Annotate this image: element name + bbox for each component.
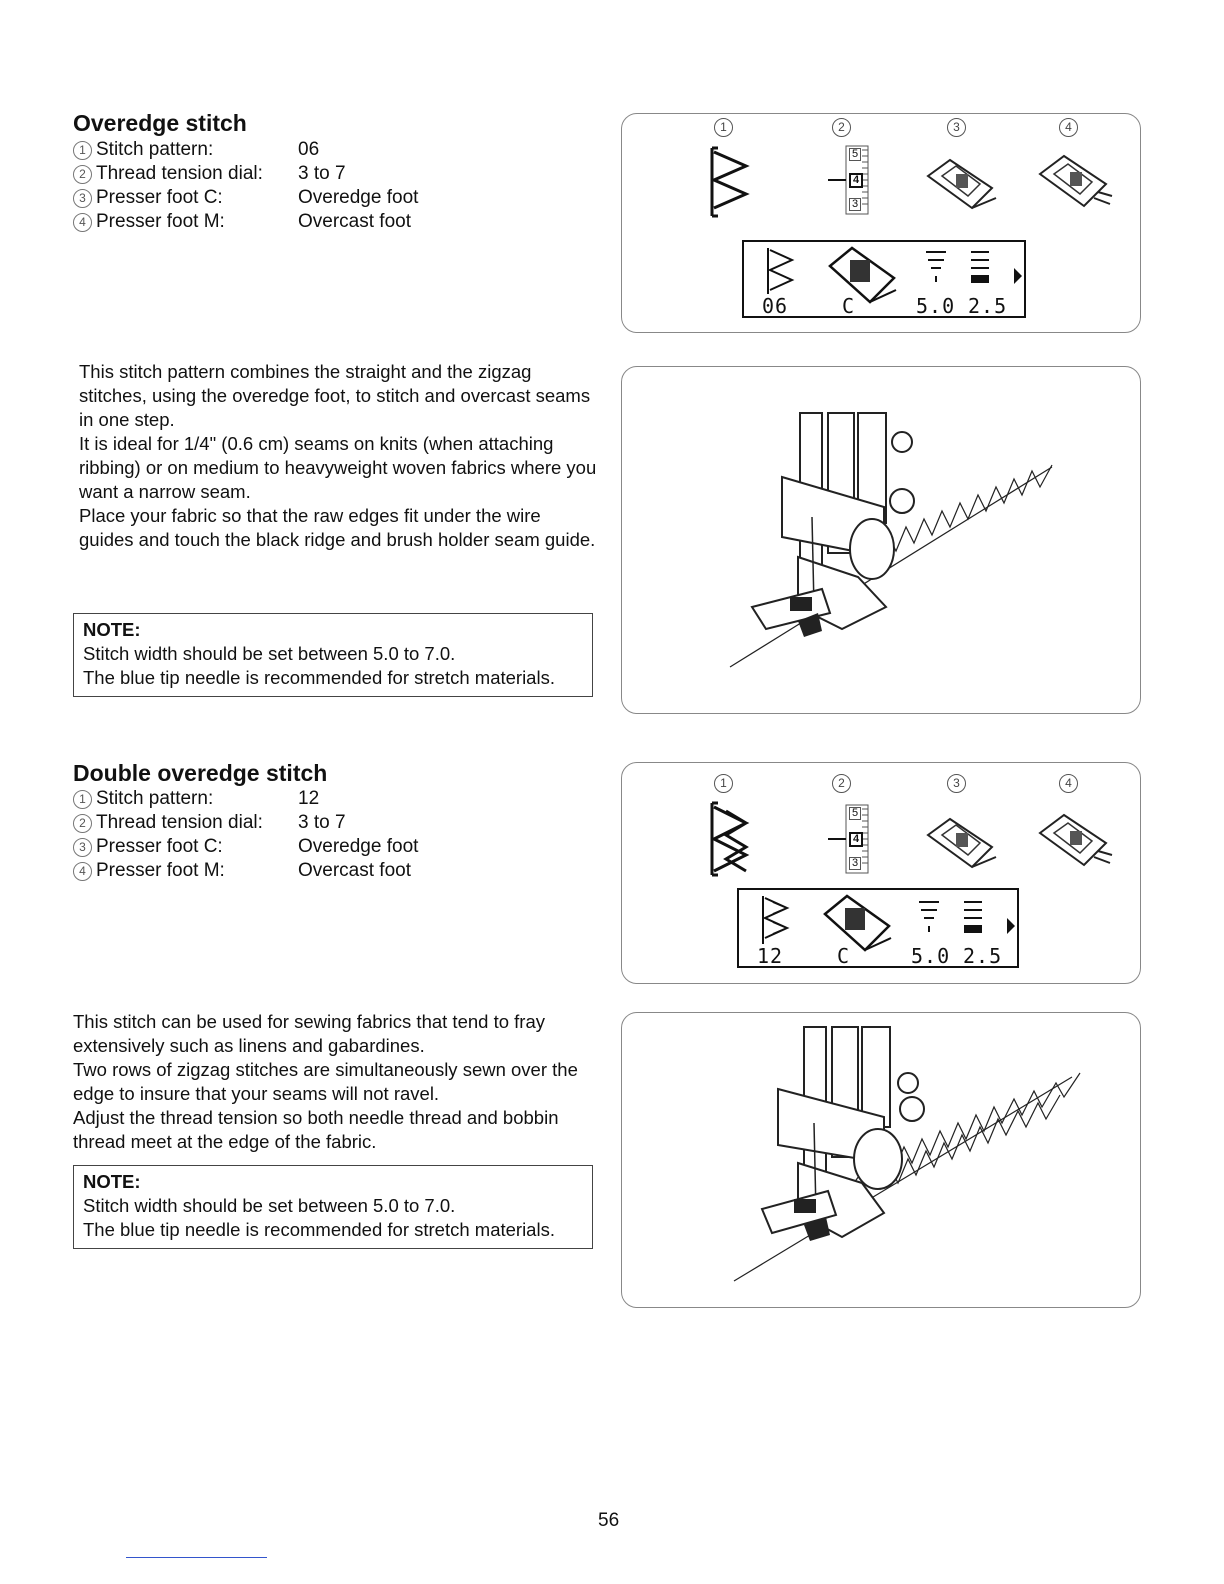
spec-label: Presser foot M: [96, 211, 225, 232]
lcd-length-value: 2.5 [968, 294, 1008, 318]
lcd-length-icon [968, 248, 992, 290]
callout-number: 3 [947, 118, 966, 137]
spec-value: 12 [298, 788, 320, 809]
spec-label: Thread tension dial: [96, 163, 263, 184]
spec-row [73, 835, 418, 859]
callout-number: 4 [73, 213, 92, 232]
lcd-arrow-icon [1005, 916, 1017, 936]
dial-number: 4 [849, 832, 863, 847]
note-line: The blue tip needle is recommended for stretch materials. [83, 667, 555, 688]
note-line: The blue tip needle is recommended for stretch materials. [83, 1219, 555, 1240]
settings-panel [621, 113, 1141, 333]
spec-value: 3 to 7 [298, 812, 346, 833]
lcd-pattern-number: 12 [757, 944, 784, 968]
callout-number: 4 [1059, 774, 1078, 793]
lcd-length-icon [961, 898, 985, 940]
lcd-pattern-number: 06 [762, 294, 789, 318]
spec-value: 3 to 7 [298, 163, 346, 184]
overcast-foot-icon [1034, 152, 1114, 214]
stitch-pattern-icon [706, 146, 756, 218]
description [79, 360, 599, 552]
lcd-foot-icon [824, 244, 900, 310]
dial-number: 3 [849, 857, 861, 870]
callout-number: 4 [73, 862, 92, 881]
footer-rule [126, 1557, 267, 1558]
spec-label: Presser foot M: [96, 860, 225, 881]
spec-value: 06 [298, 139, 320, 160]
lcd-stitch-icon [759, 894, 795, 946]
spec-value: Overedge foot [298, 836, 419, 857]
lcd-stitch-icon [764, 246, 800, 296]
overedge-foot-icon [922, 813, 1002, 873]
callout-number: 2 [73, 165, 92, 184]
lcd-foot-letter: C [842, 294, 856, 318]
paragraph: This stitch can be used for sewing fabrics that tend to fray extensively such as linens and gabardines. [73, 1011, 545, 1056]
tension-dial-icon [822, 144, 872, 216]
callout-number: 2 [832, 118, 851, 137]
dial-number: 4 [849, 173, 863, 188]
sewing-illustration-panel [621, 366, 1141, 714]
spec-value: Overcast foot [298, 211, 411, 232]
spec-row [73, 138, 418, 162]
spec-row [73, 859, 418, 883]
section-title-overedge: Overedge stitch [73, 110, 247, 136]
paragraph: Two rows of zigzag stitches are simultaneously sewn over the edge to insure that your seams will not ravel. [73, 1059, 578, 1104]
spec-label: Presser foot C: [96, 836, 223, 857]
note-line: Stitch width should be set between 5.0 to 7.0. [83, 1195, 456, 1216]
presser-foot-illustration [622, 1013, 1140, 1307]
spec-label: Stitch pattern: [96, 139, 214, 160]
spec-row [73, 787, 418, 811]
paragraph: It is ideal for 1/4" (0.6 cm) seams on knits (when attaching ribbing) or on medium to heavyweight woven fabrics where you want a narrow seam. [79, 433, 597, 502]
paragraph: Adjust the thread tension so both needle thread and bobbin thread meet at the edge of the fabric. [73, 1107, 559, 1152]
spec-row [73, 210, 418, 234]
lcd-foot-icon [819, 892, 895, 958]
callout-number: 1 [73, 790, 92, 809]
callout-number: 1 [714, 774, 733, 793]
stitch-pattern-icon [706, 801, 756, 877]
note-title: NOTE: [83, 1171, 141, 1192]
spec-list [73, 138, 418, 234]
section-title-double-overedge: Double overedge stitch [73, 760, 328, 786]
lcd-width-icon [917, 898, 941, 940]
paragraph: Place your fabric so that the raw edges fit under the wire guides and touch the black ridge and brush holder seam guide. [79, 505, 596, 550]
spec-value: Overcast foot [298, 860, 411, 881]
callout-number: 2 [73, 814, 92, 833]
lcd-width-value: 5.0 [911, 944, 951, 968]
page-number: 56 [598, 1510, 620, 1531]
overcast-foot-icon [1034, 811, 1114, 873]
settings-panel [621, 762, 1141, 984]
spec-label: Thread tension dial: [96, 812, 263, 833]
sewing-illustration-panel [621, 1012, 1141, 1308]
lcd-display [742, 240, 1026, 318]
callout-number: 2 [832, 774, 851, 793]
lcd-length-value: 2.5 [963, 944, 1003, 968]
description [73, 1010, 593, 1154]
note-line: Stitch width should be set between 5.0 to 7.0. [83, 643, 456, 664]
callout-number: 3 [947, 774, 966, 793]
paragraph: This stitch pattern combines the straight and the zigzag stitches, using the overedge foot, to stitch and overcast seams in one step. [79, 361, 591, 430]
callout-number: 1 [714, 118, 733, 137]
callout-number: 3 [73, 838, 92, 857]
lcd-width-icon [924, 248, 948, 290]
presser-foot-illustration [622, 367, 1140, 713]
spec-row [73, 811, 418, 835]
callout-number: 4 [1059, 118, 1078, 137]
spec-value: Overedge foot [298, 187, 419, 208]
callout-number: 3 [73, 189, 92, 208]
spec-label: Stitch pattern: [96, 788, 214, 809]
dial-number: 5 [849, 807, 861, 820]
note-box [73, 1165, 593, 1249]
lcd-width-value: 5.0 [916, 294, 956, 318]
lcd-display [737, 888, 1019, 968]
note-box [73, 613, 593, 697]
lcd-foot-letter: C [837, 944, 851, 968]
overedge-foot-icon [922, 154, 1002, 214]
tension-dial-icon [822, 803, 872, 875]
dial-number: 5 [849, 148, 861, 161]
callout-number: 1 [73, 141, 92, 160]
spec-list [73, 787, 418, 883]
spec-row [73, 162, 418, 186]
spec-row [73, 186, 418, 210]
note-title: NOTE: [83, 619, 141, 640]
lcd-arrow-icon [1012, 266, 1024, 286]
spec-label: Presser foot C: [96, 187, 223, 208]
dial-number: 3 [849, 198, 861, 211]
